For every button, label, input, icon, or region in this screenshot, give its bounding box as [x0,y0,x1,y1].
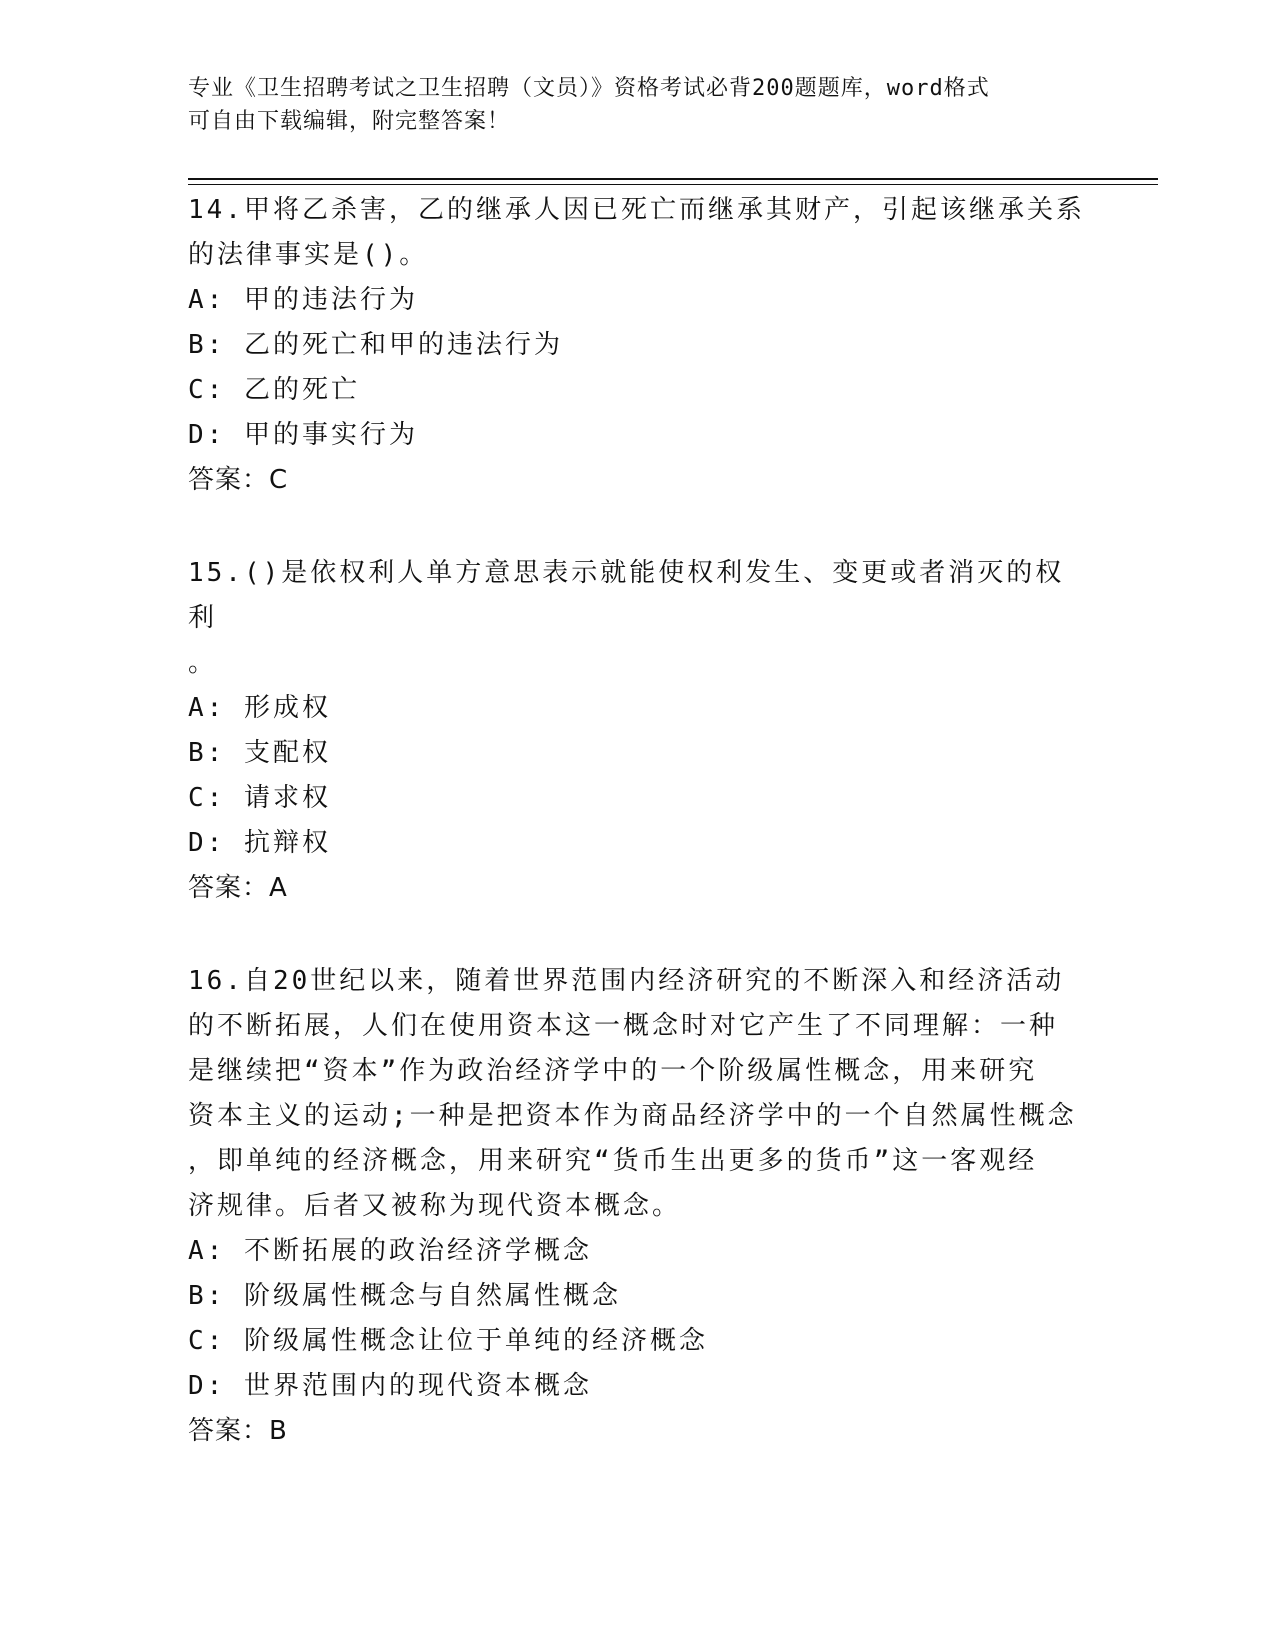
question-list [188,188,1088,1454]
question-text-line: 15.()是依权利人单方意思表示就能使权利发生、变更或者消灭的权利 [188,558,1065,633]
question-14 [188,188,1088,503]
header-rule-thick [188,178,1158,180]
answer: 答案：A [188,873,288,903]
option-d: D: 甲的事实行为 [188,420,418,450]
question-spacer [188,503,1088,551]
option-d: D: 抗辩权 [188,828,331,858]
option-b: B: 支配权 [188,738,331,768]
question-text-line: 的不断拓展，人们在使用资本这一概念时对它产生了不同理解：一种 [188,1011,1059,1041]
header-rule-thin [188,184,1158,185]
option-a: A: 甲的违法行为 [188,285,418,315]
option-c: C: 请求权 [188,783,331,813]
document-header [188,72,1068,138]
option-d: D: 世界范围内的现代资本概念 [188,1371,592,1401]
option-c: C: 乙的死亡 [188,375,360,405]
question-text-line: 的法律事实是()。 [188,240,429,270]
question-text-line: 。 [188,648,218,678]
question-16 [188,959,1088,1454]
answer: 答案：C [188,465,289,495]
option-a: A: 不断拓展的政治经济学概念 [188,1236,592,1266]
question-15 [188,551,1088,911]
answer: 答案：B [188,1416,288,1446]
option-c: C: 阶级属性概念让位于单纯的经济概念 [188,1326,708,1356]
header-line-2: 可自由下载编辑，附完整答案！ [188,109,511,134]
question-text-line: 16.自20世纪以来，随着世界范围内经济研究的不断深入和经济活动 [188,966,1065,996]
question-text-line: 资本主义的运动;一种是把资本作为商品经济学中的一个自然属性概念 [188,1101,1077,1131]
option-a: A: 形成权 [188,693,331,723]
question-text-line: 是继续把“资本”作为政治经济学中的一个阶级属性概念，用来研究 [188,1056,1038,1086]
option-b: B: 乙的死亡和甲的违法行为 [188,330,563,360]
question-text-line: 济规律。后者又被称为现代资本概念。 [188,1191,682,1221]
question-text-line: 14.甲将乙杀害，乙的继承人因已死亡而继承其财产，引起该继承关系 [188,195,1085,225]
option-b: B: 阶级属性概念与自然属性概念 [188,1281,621,1311]
question-text-line: ，即单纯的经济概念，用来研究“货币生出更多的货币”这一客观经 [188,1146,1038,1176]
question-spacer [188,911,1088,959]
header-line-1: 专业《卫生招聘考试之卫生招聘（文员）》资格考试必背200题题库，word格式 [188,76,990,101]
